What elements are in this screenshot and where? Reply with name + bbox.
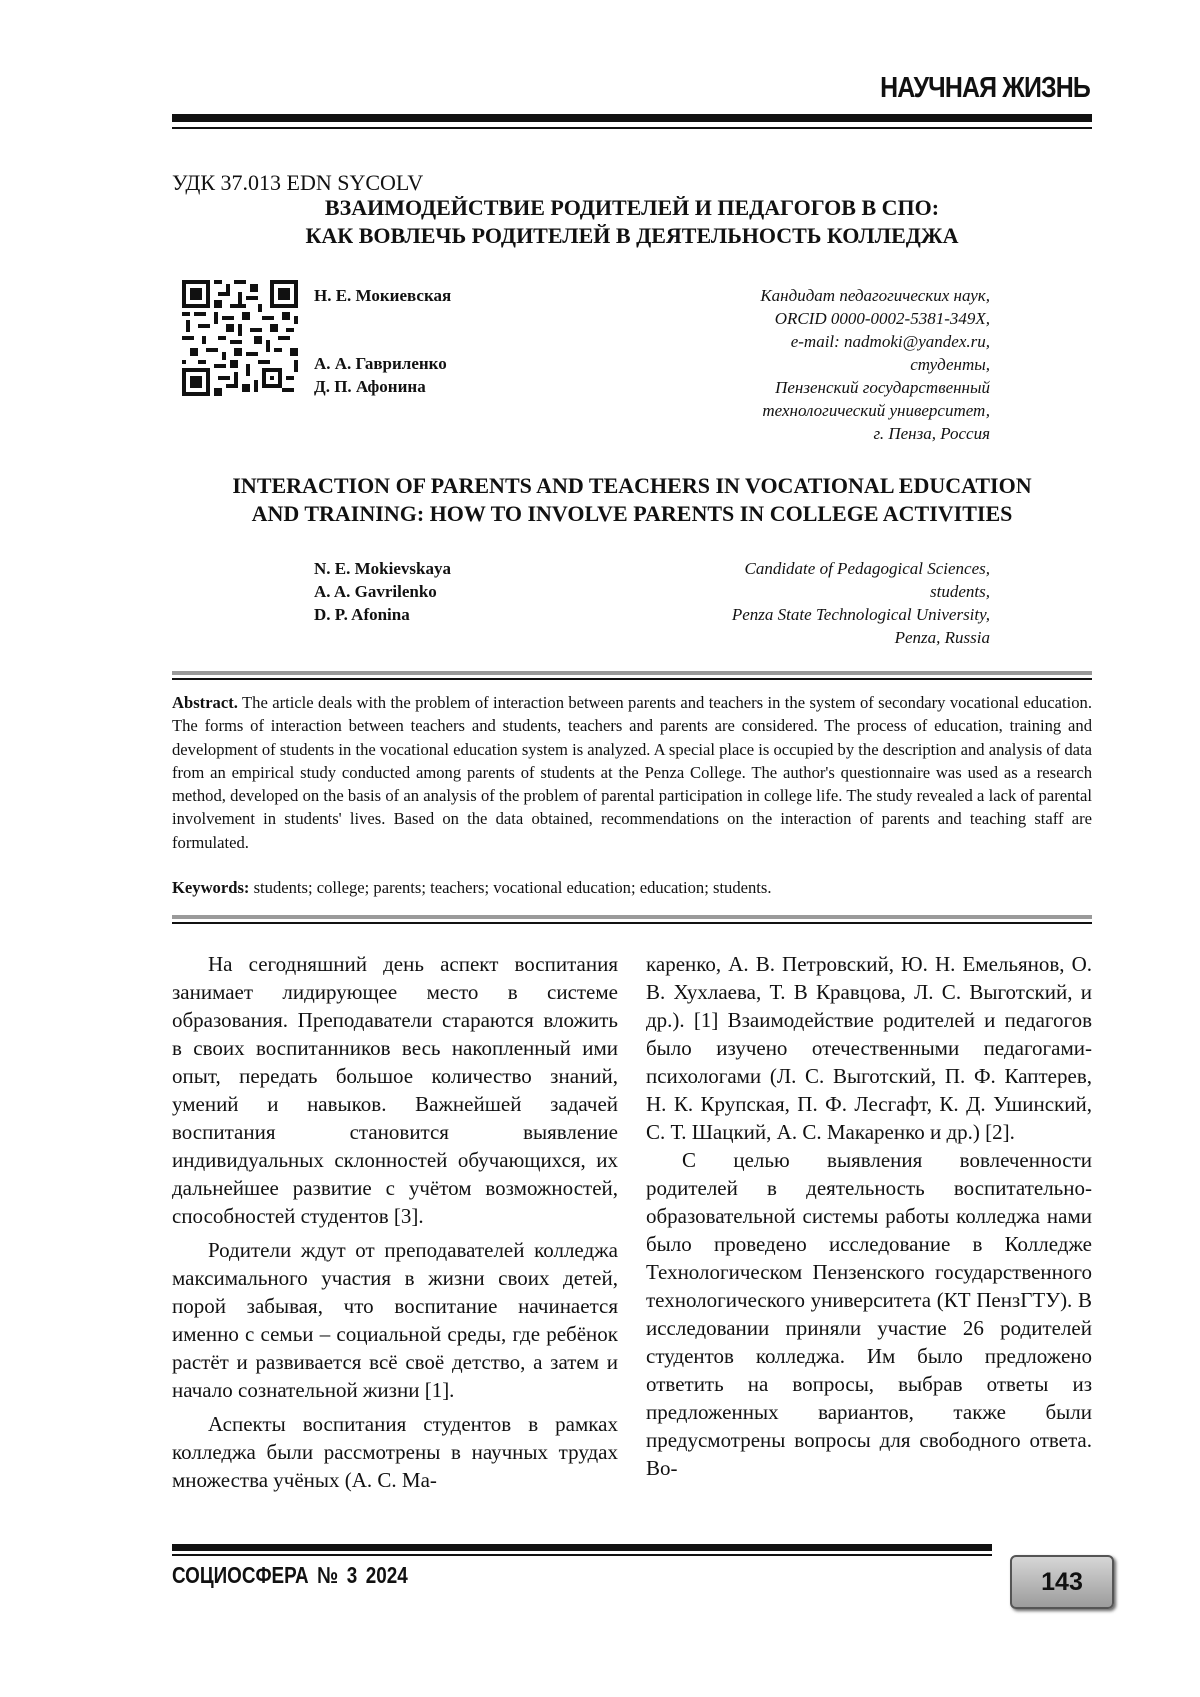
body-column-right — [646, 950, 1092, 1482]
title-ru-line-1: ВЗАИМОДЕЙСТВИЕ РОДИТЕЛЕЙ И ПЕДАГОГОВ В СПО: — [324, 195, 940, 220]
body-paragraph: Аспекты воспитания студентов в рамках колледжа были рассмотрены в научных трудах множества учёных (А. С. Ма- — [172, 1412, 618, 1492]
abstract-rule-top-thin — [172, 678, 1092, 680]
udk-code: УДК 37.013 EDN SYCOLV — [172, 170, 424, 195]
keywords — [172, 876, 1092, 899]
affiliation-en — [550, 557, 990, 649]
header-rule — [172, 114, 1092, 122]
abstract — [172, 691, 1092, 854]
title-en-line-2: AND TRAINING: HOW TO INVOLVE PARENTS IN COLLEGE ACTIVITIES — [251, 501, 1013, 526]
keywords-text: students; college; parents; teachers; vocational education; education; students. — [253, 878, 772, 897]
affil-en-line: students, — [930, 582, 990, 601]
body-column-left — [172, 950, 618, 1494]
abstract-rule-bottom — [172, 915, 1092, 919]
title-ru-line-2: КАК ВОВЛЕЧЬ РОДИТЕЛЕЙ В ДЕЯТЕЛЬНОСТЬ КОЛЛЕДЖА — [305, 223, 959, 248]
keywords-label: Keywords: — [172, 878, 250, 897]
affil-ru-email[interactable]: e-mail: nadmoki@yandex.ru, — [790, 332, 990, 351]
qr-code-icon — [182, 280, 298, 396]
header-rule-thin — [172, 127, 1092, 129]
title-en-line-1: INTERACTION OF PARENTS AND TEACHERS IN VOCATIONAL EDUCATION — [232, 473, 1032, 498]
body-paragraph: каренко, А. В. Петровский, Ю. Н. Емельянов, О. В. Хухлаева, Т. В Кравцова, Л. С. Выготский, и др.). [1] Взаимодействие родителей и педагогов было изучено отечественными педагогами-психологами (Л. С. Выготский, П. Ф. Каптерев, Н. К. Крупская, П. Ф. Лесгафт, К. Д. Ушинский, С. Т. Шацкий, А. С. Макаренко и др.) [2]. — [646, 952, 1092, 1144]
affil-ru-line: Кандидат педагогических наук, — [760, 286, 990, 305]
body-paragraph: Родители ждут от преподавателей колледжа максимального участия в жизни своих детей, порой забывая, что воспитание начинается именно с семьи – социальной среды, где ребёнок растёт и развивается всё своё детство, а затем и начало сознательной жизни [1]. — [172, 1238, 618, 1402]
abstract-rule-top — [172, 671, 1092, 675]
author-en-1: N. E. Mokievskaya — [314, 559, 451, 578]
author-en-3: D. P. Afonina — [314, 605, 410, 624]
abstract-label: Abstract. — [172, 693, 238, 712]
page-number-badge — [1010, 1555, 1114, 1609]
author-ru-2: А. А. Гавриленко — [314, 354, 447, 373]
abstract-rule-bottom-thin — [172, 922, 1092, 924]
authors-en — [314, 557, 451, 626]
article-title-en — [172, 472, 1092, 528]
footer-rule-thin — [172, 1554, 992, 1556]
footer-rule — [172, 1544, 992, 1551]
affil-en-line: Penza, Russia — [894, 628, 990, 647]
body-paragraph: На сегодняшний день аспект воспитания занимает лидирующее место в системе образования. Преподаватели стараются вложить в своих воспитанников весь накопленный ими опыт, передать большое количество знаний, умений и навыков. Важнейшей задачей воспитания становится выявление индивидуальных склонностей обучающихся, их дальнейшее развитие с учётом возможностей, способностей студентов [3]. — [172, 952, 618, 1228]
author-en-2: A. A. Gavrilenko — [314, 582, 437, 601]
body-paragraph: С целью выявления вовлеченности родителей в деятельность воспитательно-образовательной системы работы колледжа нами было проведено исследование в Колледже Технологическом Пензенского государственного технологического университета (КТ ПензГТУ). В исследовании приняли участие 26 родителей студентов колледжа. Им было предложено ответить на вопросы, выбрав ответы из предложенных вариантов, также были предусмотрены вопросы для свободного ответа. Во- — [646, 1148, 1092, 1480]
affil-en-line: Candidate of Pedagogical Sciences, — [744, 559, 990, 578]
article-title-ru — [172, 194, 1092, 250]
affil-ru-line: технологический университет, — [762, 401, 990, 420]
affil-ru-line: Пензенский государственный — [775, 378, 990, 397]
author-ru-3: Д. П. Афонина — [314, 377, 426, 396]
abstract-text: The article deals with the problem of interaction between parents and teachers in the system of secondary vocational education. The forms of interaction between teachers and students, teachers and parents are considered. The process of education, training and development of students in the vocational education system is analyzed. A special place is occupied by the description and analysis of data from an empirical study conducted among parents of students at the Penza College. The author's questionnaire was used as a research method, developed on the basis of an analysis of the problem of parental participation in college life. The study revealed a lack of parental involvement in students' lives. Based on the data obtained, recommendations on the interaction of parents and teaching staff are formulated. — [172, 693, 1092, 852]
page-number: 143 — [1041, 1567, 1083, 1596]
author-ru-1: Н. Е. Мокиевская — [314, 286, 452, 305]
affil-ru-line: г. Пенза, Россия — [873, 424, 990, 443]
affil-ru-line: ORCID 0000-0002-5381-349X, — [774, 309, 990, 328]
affil-ru-line: студенты, — [910, 355, 990, 374]
affil-en-line: Penza State Technological University, — [731, 605, 990, 624]
affiliation-ru — [550, 284, 990, 445]
section-label: НАУЧНАЯ ЖИЗНЬ — [880, 72, 1090, 104]
journal-name: СОЦИОСФЕРА № 3 2024 — [172, 1562, 408, 1588]
